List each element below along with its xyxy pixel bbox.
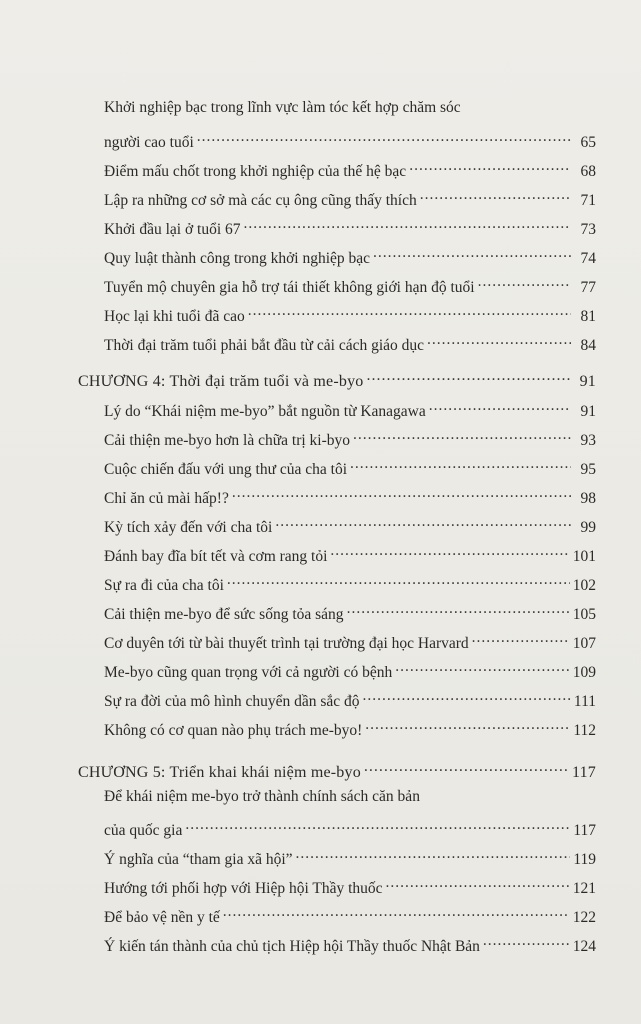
toc-page-number: 117	[573, 822, 596, 839]
toc-entry	[104, 301, 596, 327]
toc-entry-label: Cải thiện me-byo để sức sống tỏa sáng	[104, 606, 344, 623]
toc-entry-label: Sự ra đi của cha tôi	[104, 577, 224, 594]
toc-entry	[104, 931, 596, 957]
toc-page-number: 91	[580, 403, 596, 420]
toc-entry-label: Cải thiện me-byo hơn là chữa trị ki-byo	[104, 432, 351, 449]
toc-entry	[104, 512, 596, 538]
toc-page-number: 84	[580, 337, 596, 354]
toc-entry-label: Thời đại trăm tuổi phải bắt đầu từ cải cách giáo dục	[104, 337, 425, 354]
toc-page-number: 98	[580, 490, 596, 507]
toc-entry	[104, 844, 596, 870]
toc-chapter-label: CHƯƠNG 5: Triển khai khái niệm me-byo	[78, 764, 361, 781]
toc-page-number: 101	[572, 548, 596, 565]
dot-leader	[330, 541, 569, 561]
dot-leader	[427, 330, 571, 350]
dot-leader	[227, 570, 570, 590]
toc-page-number: 122	[572, 909, 596, 926]
toc-page-number: 121	[572, 880, 596, 897]
dot-leader	[185, 815, 570, 835]
toc-page-number: 95	[580, 461, 596, 478]
toc-chapter-heading	[78, 757, 596, 783]
dot-leader	[197, 127, 571, 147]
dot-leader	[395, 657, 570, 677]
dot-leader	[366, 366, 571, 386]
toc-page-number: 93	[580, 432, 596, 449]
dot-leader	[223, 902, 570, 922]
toc-entry-label: Khởi nghiệp bạc trong lĩnh vực làm tóc kết hợp chăm sóc	[104, 99, 461, 116]
toc-entry	[104, 715, 596, 741]
toc-entry-label: Ý nghĩa của “tham gia xã hội”	[104, 851, 293, 868]
toc-entry-label: Cơ duyên tới từ bài thuyết trình tại trường đại học Harvard	[104, 635, 469, 652]
dot-leader	[248, 301, 571, 321]
toc-entry	[104, 243, 596, 269]
toc-entry-label: Khởi đầu lại ở tuổi 67	[104, 221, 241, 238]
dot-leader	[429, 396, 571, 416]
toc-page-number: 74	[580, 250, 596, 267]
toc-entry	[104, 570, 596, 596]
toc-entry	[104, 483, 596, 509]
toc-entry	[104, 127, 596, 153]
toc-entry-label: Để khái niệm me-byo trở thành chính sách căn bản	[104, 788, 420, 805]
toc-entry-label: Quy luật thành công trong khởi nghiệp bạc	[104, 250, 371, 267]
dot-leader	[232, 483, 571, 503]
dot-leader	[373, 243, 571, 263]
toc-entry	[104, 425, 596, 451]
toc-entry-label: Hướng tới phối hợp với Hiệp hội Thầy thuốc	[104, 880, 383, 897]
toc-entry-label: Điểm mấu chốt trong khởi nghiệp của thế hệ bạc	[104, 163, 407, 180]
dot-leader	[363, 686, 571, 706]
dot-leader	[364, 757, 569, 777]
dot-leader	[296, 844, 571, 864]
toc-entry-label: Tuyển mộ chuyên gia hỗ trợ tái thiết không giới hạn độ tuổi	[104, 279, 475, 296]
toc-entry-label: Me-byo cũng quan trọng với cả người có bệnh	[104, 664, 393, 681]
toc-page-number: 81	[580, 308, 596, 325]
toc-entry	[104, 628, 596, 654]
toc-entry-label: Lý do “Khái niệm me-byo” bắt nguồn từ Kanagawa	[104, 403, 426, 420]
toc-entry	[104, 214, 596, 240]
toc-entry-label: của quốc gia	[104, 822, 183, 839]
dot-leader	[386, 873, 570, 893]
toc-page-number: 109	[572, 664, 596, 681]
toc-page-number: 107	[572, 635, 596, 652]
dot-leader	[483, 931, 570, 951]
dot-leader	[478, 272, 571, 292]
toc-entry-label: Cuộc chiến đấu với ung thư của cha tôi	[104, 461, 348, 478]
toc-page-number: 65	[580, 134, 596, 151]
toc-entry	[104, 686, 596, 712]
toc-entry-label: Ý kiến tán thành của chủ tịch Hiệp hội Thầy thuốc Nhật Bản	[104, 938, 480, 955]
dot-leader	[472, 628, 570, 648]
toc-entry	[104, 396, 596, 422]
toc-entry	[104, 454, 596, 480]
toc-page-number: 111	[573, 693, 596, 710]
toc-page-number: 119	[573, 851, 596, 868]
toc-entry-label: Chỉ ăn củ mài hấp!?	[104, 490, 229, 507]
toc-entry	[104, 541, 596, 567]
toc-entry	[104, 599, 596, 625]
dot-leader	[347, 599, 570, 619]
toc-page-number: 73	[580, 221, 596, 238]
toc-entry	[104, 272, 596, 298]
toc-entry-label: Học lại khi tuổi đã cao	[104, 308, 245, 325]
toc-page-number: 124	[572, 938, 596, 955]
toc-entry	[104, 185, 596, 211]
toc-entry-label: Đánh bay đĩa bít tết và cơm rang tỏi	[104, 548, 328, 565]
toc-entry-label: người cao tuổi	[104, 134, 194, 151]
toc-entry-label: Không có cơ quan nào phụ trách me-byo!	[104, 722, 363, 739]
dot-leader	[350, 454, 571, 474]
toc-entry	[104, 330, 596, 356]
toc-page-number: 102	[572, 577, 596, 594]
dot-leader	[409, 156, 571, 176]
toc-entry	[104, 156, 596, 182]
toc-entry-label: Lập ra những cơ sở mà các cụ ông cũng thấy thích	[104, 192, 417, 209]
toc-page-number: 112	[573, 722, 596, 739]
toc-page-number: 117	[571, 764, 596, 781]
toc-entry	[104, 902, 596, 928]
toc-chapter-label: CHƯƠNG 4: Thời đại trăm tuổi và me-byo	[78, 373, 364, 390]
toc-entry	[104, 815, 596, 841]
toc-entry-label: Để bảo vệ nền y tế	[104, 909, 220, 926]
toc-entry	[104, 873, 596, 899]
dot-leader	[365, 715, 570, 735]
toc-page-number: 99	[580, 519, 596, 536]
dot-leader	[244, 214, 571, 234]
toc-page-number: 77	[580, 279, 596, 296]
toc-page-number: 68	[580, 163, 596, 180]
toc-entry	[104, 657, 596, 683]
dot-leader	[420, 185, 571, 205]
toc-page-number: 91	[579, 373, 596, 390]
toc-page-number: 71	[580, 192, 596, 209]
toc-entry-label: Kỳ tích xảy đến với cha tôi	[104, 519, 273, 536]
dot-leader	[353, 425, 571, 445]
dot-leader	[275, 512, 571, 532]
toc-entry-label: Sự ra đời của mô hình chuyển dần sắc độ	[104, 693, 360, 710]
toc-chapter-heading	[78, 366, 596, 392]
toc-page-number: 105	[572, 606, 596, 623]
